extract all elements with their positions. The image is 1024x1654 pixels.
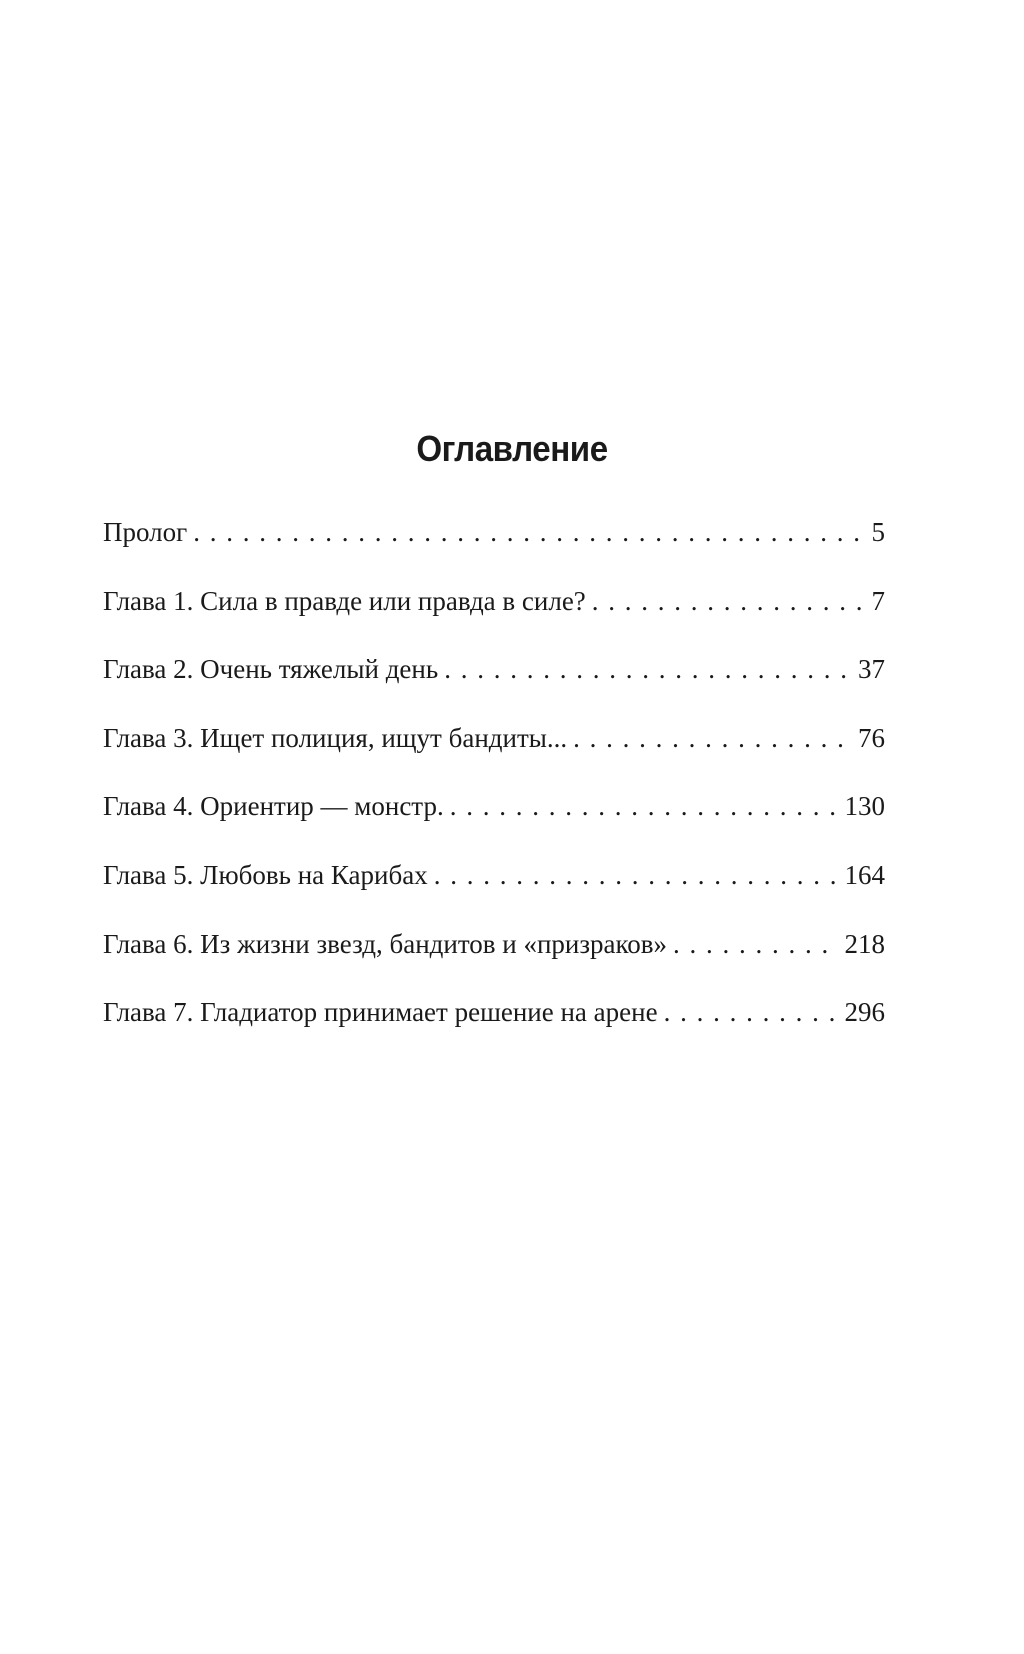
table-of-contents [103,515,885,1064]
toc-entry-page: 37 [858,654,885,685]
toc-entry-page: 7 [871,585,885,616]
toc-entry-label: Глава 5. Любовь на Карибах [103,859,428,890]
toc-entry-chapter-3 [103,721,885,790]
dot-leader [450,789,835,823]
dot-leader [573,721,848,755]
page-title: Оглавление [416,428,608,469]
dot-leader [673,927,834,961]
toc-entry-chapter-5 [103,858,885,927]
toc-entry-label: Глава 6. Из жизни звезд, бандитов и «призраков» [103,928,668,959]
dot-leader [592,584,862,618]
dot-leader [664,995,835,1029]
toc-entry-page: 218 [844,928,885,959]
toc-entry-chapter-1 [103,584,885,653]
toc-entry-page: 76 [858,722,885,753]
toc-entry-label: Глава 3. Ищет полиция, ищут бандиты... [103,722,568,753]
toc-entry-chapter-4 [103,789,885,858]
toc-entry-prologue [103,515,885,584]
toc-entry-label: Глава 7. Гладиатор принимает решение на арене [103,997,658,1028]
toc-entry-label: Глава 1. Сила в правде или правда в силе? [103,585,586,616]
toc-entry-label: Пролог [103,517,188,547]
dot-leader [444,652,848,686]
toc-entry-page: 296 [844,997,885,1028]
dot-leader [193,515,861,549]
toc-entry-chapter-7 [103,995,885,1064]
toc-entry-label: Глава 4. Ориентир — монстр. [103,791,444,822]
toc-entry-page: 130 [844,791,885,822]
dot-leader [434,858,835,892]
toc-entry-chapter-2 [103,652,885,721]
toc-entry-chapter-6 [103,927,885,996]
toc-entry-label: Глава 2. Очень тяжелый день [103,654,439,685]
toc-entry-page: 164 [844,859,885,890]
toc-entry-page: 5 [871,517,885,547]
